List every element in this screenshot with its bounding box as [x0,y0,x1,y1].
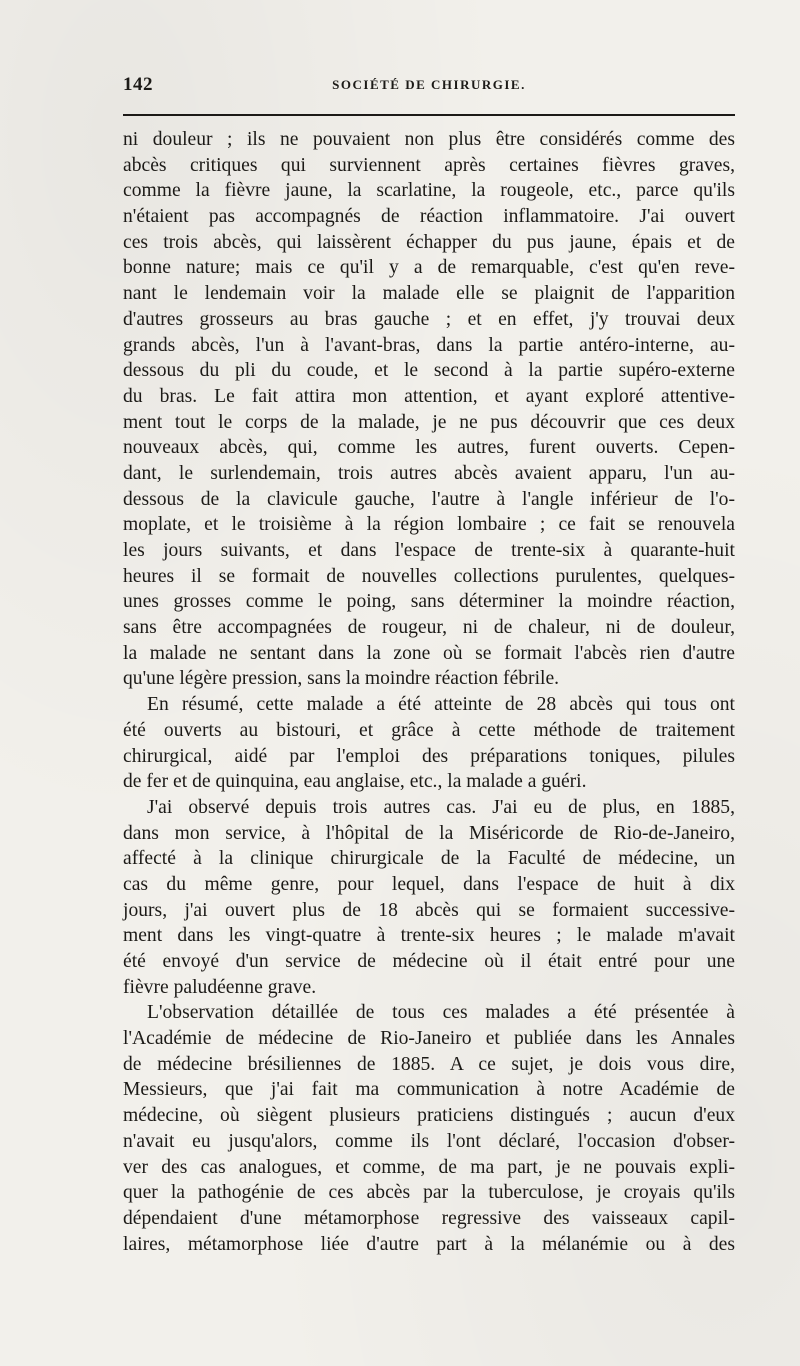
text-line: la malade ne sentant dans la zone où se formait l'abcès rien d'autre [123,642,735,664]
text-line: l'Académie de médecine de Rio-Janeiro et publiée dans les Annales [123,1028,735,1050]
text-line: ment dans les vingt-quatre à trente-six heures ; le malade m'avait [123,925,735,947]
text-line: ver des cas analogues, et comme, de ma part, je ne pouvais expli- [123,1156,735,1178]
text-line: L'observation détaillée de tous ces malades a été présentée à [147,1002,735,1024]
body-text [123,127,735,1257]
text-line: n'étaient pas accompagnés de réaction inflammatoire. J'ai ouvert [123,206,735,228]
text-line: dépendaient d'une métamorphose regressive des vaisseaux capil- [123,1207,735,1229]
text-line: bonne nature; mais ce qu'il y a de remarquable, c'est qu'en reve- [123,257,735,279]
text-line: dessous de la clavicule gauche, l'autre à l'angle inférieur de l'o- [123,488,735,510]
text-line: chirurgical, aidé par l'emploi des préparations toniques, pilules [123,745,735,767]
text-line: unes grosses comme le poing, sans déterminer la moindre réaction, [123,591,735,613]
text-line: J'ai observé depuis trois autres cas. J'ai eu de plus, en 1885, [147,796,735,818]
text-line: quer la pathogénie de ces abcès par la tuberculose, je croyais qu'ils [123,1182,735,1204]
text-line: dans mon service, à l'hôpital de la Miséricorde de Rio-de-Janeiro, [123,822,735,844]
text-line: jours, j'ai ouvert plus de 18 abcès qui se formaient successive- [123,899,735,921]
text-line: du bras. Le fait attira mon attention, et ayant exploré attentive- [123,385,735,407]
text-line: comme la fièvre jaune, la scarlatine, la rougeole, etc., parce qu'ils [123,180,735,202]
text-line: été envoyé d'un service de médecine où il était entré pour une [123,951,735,972]
text-line: nant le lendemain voir la malade elle se plaignit de l'apparition [123,283,735,305]
text-line: qu'une légère pression, sans la moindre réaction fébrile. [123,668,560,690]
text-line: laires, métamorphose liée d'autre part à la mélanémie ou à des [123,1233,735,1255]
text-line: En résumé, cette malade a été atteinte de 28 abcès qui tous ont [147,694,735,716]
header-rule [123,114,735,116]
text-line: fièvre paludéenne grave. [123,976,317,998]
text-line: affecté à la clinique chirurgicale de la Faculté de médecine, un [123,848,735,870]
page-number: 142 [123,74,153,95]
text-line: ces trois abcès, qui laissèrent échapper du pus jaune, épais et de [123,231,735,253]
text-line: d'autres grosseurs au bras gauche ; et en effet, j'y trouvai deux [123,308,735,330]
text-line: les jours suivants, et dans l'espace de trente-six à quarante-huit [123,540,735,561]
text-line: grands abcès, l'un à l'avant-bras, dans la partie antéro-interne, au- [123,334,735,356]
text-line: n'avait eu jusqu'alors, comme ils l'ont déclaré, l'occasion d'obser- [123,1130,735,1152]
text-line: Messieurs, que j'ai fait ma communication à notre Académie de [123,1079,735,1101]
text-line: abcès critiques qui surviennent après certaines fièvres graves, [123,154,735,176]
text-line: de fer et de quinquina, eau anglaise, etc., la malade a guéri. [123,771,587,793]
text-line: ni douleur ; ils ne pouvaient non plus être considérés comme des [123,129,735,150]
page-header [123,74,735,98]
text-line: sans être accompagnées de rougeur, ni de chaleur, ni de douleur, [123,617,735,639]
text-line: été ouverts au bistouri, et grâce à cette méthode de traitement [123,719,735,741]
text-line: dant, le surlendemain, trois autres abcès avaient apparu, l'un au- [123,462,735,484]
text-line: de médecine brésiliennes de 1885. A ce sujet, je dois vous dire, [123,1053,735,1075]
text-line: cas du même genre, pour lequel, dans l'espace de huit à dix [123,873,735,895]
text-line: moplate, et le troisième à la région lombaire ; ce fait se renouvela [123,514,735,536]
text-line: nouveaux abcès, qui, comme les autres, furent ouverts. Cepen- [123,437,735,459]
text-line: médecine, où siègent plusieurs praticiens distingués ; aucun d'eux [123,1105,735,1127]
text-line: dessous du pli du coude, et le second à la partie supéro-externe [123,360,735,382]
text-line: heures il se formait de nouvelles collections purulentes, quelques- [123,565,735,587]
text-line: ment tout le corps de la malade, je ne pus découvrir que ces deux [123,411,735,433]
running-title: SOCIÉTÉ DE CHIRURGIE. [332,77,526,92]
